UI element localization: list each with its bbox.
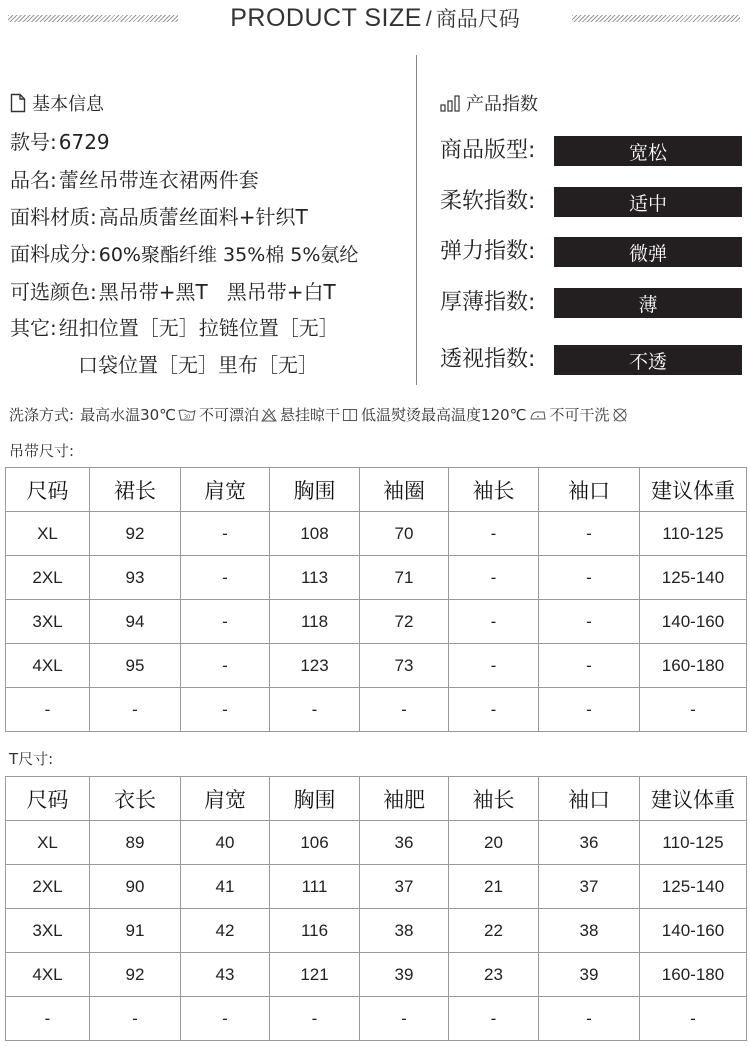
table-cell: - (181, 997, 270, 1041)
info-row-composition (10, 240, 358, 269)
table-cell: - (640, 997, 747, 1041)
table-cell: - (539, 644, 640, 688)
column-header: 袖圈 (360, 468, 449, 512)
table-cell: - (539, 997, 640, 1041)
table-cell: - (360, 688, 449, 732)
table-header-row (6, 777, 747, 821)
table-cell: - (6, 997, 90, 1041)
page-title-separator: / (425, 8, 432, 31)
table-cell: 2XL (6, 865, 90, 909)
table-cell: 123 (270, 644, 360, 688)
column-header: 建议体重 (640, 777, 747, 821)
column-header: 衣长 (90, 777, 181, 821)
table-cell: 160-180 (640, 644, 747, 688)
table-cell: 121 (270, 953, 360, 997)
column-header: 袖口 (539, 777, 640, 821)
basic-info-heading (10, 90, 104, 116)
table-cell: 37 (360, 865, 449, 909)
column-header: 肩宽 (181, 468, 270, 512)
table-row (6, 688, 747, 732)
info-label: 面料成分: (10, 242, 97, 266)
table-cell: 71 (360, 556, 449, 600)
table-row (6, 997, 747, 1041)
table-cell: 125-140 (640, 865, 747, 909)
table-cell: 72 (360, 600, 449, 644)
table-row (6, 644, 747, 688)
column-header: 尺码 (6, 468, 90, 512)
table-cell: 140-160 (640, 909, 747, 953)
table-cell: - (539, 600, 640, 644)
table-cell: 95 (90, 644, 181, 688)
table-cell: 20 (449, 821, 539, 865)
table-cell: - (270, 997, 360, 1041)
column-header: 袖长 (449, 777, 539, 821)
bar-chart-icon (440, 94, 460, 112)
index-value-transparency: 不透 (554, 345, 742, 375)
basic-info-heading-text: 基本信息 (32, 94, 104, 115)
table-cell: - (90, 997, 181, 1041)
info-value: 口袋位置［无］里布［无］ (78, 353, 318, 377)
info-row-colors (10, 278, 336, 306)
table-cell: 3XL (6, 600, 90, 644)
table-cell: 89 (90, 821, 181, 865)
table-cell: 4XL (6, 644, 90, 688)
table-cell: - (181, 688, 270, 732)
info-row-style-no (10, 128, 110, 156)
washing-label: 洗涤方式: (9, 406, 75, 424)
table-cell: 94 (90, 600, 181, 644)
table-cell: 91 (90, 909, 181, 953)
index-value-elasticity: 微弹 (554, 237, 742, 267)
svg-text:30: 30 (183, 414, 191, 420)
table-cell: - (539, 688, 640, 732)
product-index-heading (440, 90, 538, 116)
table-cell: XL (6, 512, 90, 556)
table-cell: - (360, 997, 449, 1041)
info-label: 其它: (10, 316, 57, 340)
table-cell: 118 (270, 600, 360, 644)
table-cell: 113 (270, 556, 360, 600)
table-cell: 43 (181, 953, 270, 997)
washing-iron-text: 低温熨烫最高温度120℃ (361, 406, 527, 424)
index-value-thickness: 薄 (554, 288, 742, 318)
washing-no-dryclean-text: 不可干洗 (549, 406, 610, 424)
table-cell: 36 (539, 821, 640, 865)
index-label-thickness: 厚薄指数: (440, 290, 536, 315)
wash-tub-icon (178, 408, 196, 422)
page-title (0, 3, 750, 33)
table-cell: 110-125 (640, 821, 747, 865)
table-cell: - (270, 688, 360, 732)
suspender-table-caption: 吊带尺寸: (9, 442, 75, 460)
section-divider (416, 55, 417, 385)
column-header: 尺码 (6, 777, 90, 821)
table-cell: - (181, 644, 270, 688)
info-label: 可选颜色: (10, 280, 97, 304)
table-cell: 37 (539, 865, 640, 909)
table-row (6, 512, 747, 556)
info-value: 纽扣位置［无］拉链位置［无］ (58, 316, 339, 340)
table-cell: XL (6, 821, 90, 865)
page-title-en: PRODUCT SIZE (230, 4, 422, 32)
table-cell: 125-140 (640, 556, 747, 600)
page-title-cn: 商品尺码 (435, 7, 520, 31)
index-value-fit: 宽松 (554, 136, 742, 166)
table-cell: - (6, 688, 90, 732)
info-label: 面料材质: (10, 205, 97, 229)
table-cell: 41 (181, 865, 270, 909)
info-value: 60%聚酯纤维 35%棉 5%氨纶 (98, 244, 359, 266)
table-cell: - (449, 644, 539, 688)
table-row (6, 953, 747, 997)
index-label-transparency: 透视指数: (440, 347, 536, 372)
table-cell: 140-160 (640, 600, 747, 644)
column-header: 袖长 (449, 468, 539, 512)
info-row-material (10, 203, 308, 231)
table-cell: - (449, 600, 539, 644)
table-cell: - (90, 688, 181, 732)
info-row-product-name (10, 166, 259, 194)
table-cell: 40 (181, 821, 270, 865)
table-header-row (6, 468, 747, 512)
table-cell: 4XL (6, 953, 90, 997)
table-row (6, 909, 747, 953)
table-cell: 92 (90, 512, 181, 556)
product-index-heading-text: 产品指数 (466, 94, 538, 115)
table-cell: 3XL (6, 909, 90, 953)
table-cell: 108 (270, 512, 360, 556)
table-row (6, 556, 747, 600)
table-cell: - (181, 600, 270, 644)
column-header: 袖口 (539, 468, 640, 512)
tshirt-size-table (5, 776, 747, 1041)
info-value: 黑吊带+黑T 黑吊带+白T (98, 280, 336, 304)
column-header: 肩宽 (181, 777, 270, 821)
table-cell: 116 (270, 909, 360, 953)
table-cell: 22 (449, 909, 539, 953)
table-cell: - (539, 556, 640, 600)
column-header: 胸围 (270, 468, 360, 512)
index-label-softness: 柔软指数: (440, 189, 536, 214)
info-row-other (10, 314, 339, 342)
index-label-fit: 商品版型: (440, 138, 536, 163)
washing-temp-text: 最高水温30℃ (80, 406, 176, 424)
table-cell: 36 (360, 821, 449, 865)
info-value: 高品质蕾丝面料+针织T (98, 205, 308, 229)
table-cell: 38 (539, 909, 640, 953)
table-cell: 92 (90, 953, 181, 997)
column-header: 裙长 (90, 468, 181, 512)
washing-instructions (9, 404, 631, 425)
table-row (6, 821, 747, 865)
info-value: 6729 (58, 130, 110, 154)
table-cell: 110-125 (640, 512, 747, 556)
no-dryclean-icon (612, 407, 628, 423)
table-cell: 106 (270, 821, 360, 865)
iron-icon (529, 408, 547, 422)
suspender-size-table (5, 467, 747, 732)
table-row (6, 600, 747, 644)
table-cell: 39 (360, 953, 449, 997)
table-row (6, 865, 747, 909)
table-cell: 42 (181, 909, 270, 953)
table-cell: 23 (449, 953, 539, 997)
column-header: 袖肥 (360, 777, 449, 821)
tshirt-table-caption: T尺寸: (9, 750, 54, 768)
table-cell: 70 (360, 512, 449, 556)
table-cell: 39 (539, 953, 640, 997)
info-label: 款号: (10, 130, 57, 154)
page-header (0, 0, 750, 40)
no-bleach-icon (261, 408, 277, 422)
hang-dry-icon (342, 408, 358, 422)
table-cell: - (449, 997, 539, 1041)
table-cell: - (539, 512, 640, 556)
table-cell: - (449, 688, 539, 732)
table-cell: 111 (270, 865, 360, 909)
table-cell: 73 (360, 644, 449, 688)
table-cell: - (640, 688, 747, 732)
washing-hang-dry-text: 悬挂晾干 (280, 406, 341, 424)
table-cell: 2XL (6, 556, 90, 600)
info-label: 品名: (10, 168, 57, 192)
document-icon (10, 93, 26, 113)
table-cell: 90 (90, 865, 181, 909)
info-row-other-cont (78, 351, 318, 379)
table-cell: 21 (449, 865, 539, 909)
table-cell: 38 (360, 909, 449, 953)
info-value: 蕾丝吊带连衣裙两件套 (58, 168, 259, 192)
table-cell: - (449, 512, 539, 556)
table-cell: - (181, 556, 270, 600)
index-label-elasticity: 弹力指数: (440, 239, 536, 264)
table-cell: 93 (90, 556, 181, 600)
column-header: 建议体重 (640, 468, 747, 512)
table-cell: - (181, 512, 270, 556)
washing-no-bleach-text: 不可漂泊 (199, 406, 260, 424)
column-header: 胸围 (270, 777, 360, 821)
table-cell: - (449, 556, 539, 600)
table-cell: 160-180 (640, 953, 747, 997)
index-value-softness: 适中 (554, 187, 742, 217)
